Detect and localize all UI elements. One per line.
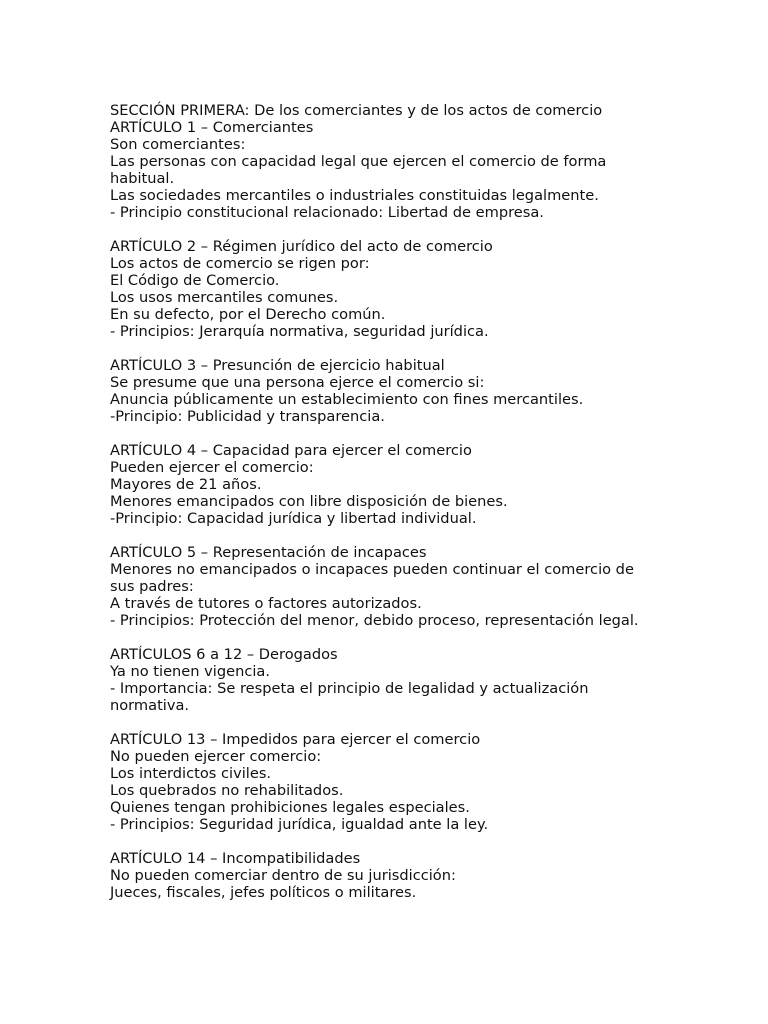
article-title: ARTÍCULO 3 – Presunción de ejercicio habitual: [110, 357, 445, 374]
text-line: A través de tutores o factores autorizados.: [110, 595, 422, 612]
document-page: [110, 102, 655, 901]
text-line: No pueden comerciar dentro de su jurisdicción:: [110, 867, 456, 884]
section-heading: SECCIÓN PRIMERA: De los comerciantes y de los actos de comercio: [110, 102, 603, 119]
text-line: Los quebrados no rehabilitados.: [110, 782, 344, 799]
text-line: Jueces, fiscales, jefes políticos o militares.: [110, 884, 417, 901]
section-article-3: [110, 357, 655, 425]
article-title: ARTÍCULO 14 – Incompatibilidades: [110, 850, 361, 867]
article-title: ARTÍCULO 1 – Comerciantes: [110, 119, 314, 136]
text-line: En su defecto, por el Derecho común.: [110, 306, 386, 323]
section-article-13: [110, 731, 655, 833]
text-line: Menores emancipados con libre disposición de bienes.: [110, 493, 508, 510]
section-articles-6-12: [110, 646, 655, 714]
section-article-14: [110, 850, 655, 901]
text-line: Los interdictos civiles.: [110, 765, 272, 782]
text-line: No pueden ejercer comercio:: [110, 748, 322, 765]
text-line: El Código de Comercio.: [110, 272, 280, 289]
principle-line: - Principios: Protección del menor, debido proceso, representación legal.: [110, 612, 639, 629]
section-article-5: [110, 544, 655, 629]
article-title: ARTÍCULO 13 – Impedidos para ejercer el comercio: [110, 731, 481, 748]
article-title: ARTÍCULO 5 – Representación de incapaces: [110, 544, 427, 561]
text-line: Menores no emancipados o incapaces pueden continuar el comercio de sus padres:: [110, 561, 634, 595]
text-line: Ya no tienen vigencia.: [110, 663, 271, 680]
text-line: Las sociedades mercantiles o industriales constituidas legalmente.: [110, 187, 599, 204]
section-1: [110, 102, 655, 221]
text-line: Anuncia públicamente un establecimiento con fines mercantiles.: [110, 391, 584, 408]
principle-line: -Principio: Capacidad jurídica y libertad individual.: [110, 510, 477, 527]
section-article-2: [110, 238, 655, 340]
article-title: ARTÍCULO 4 – Capacidad para ejercer el comercio: [110, 442, 472, 459]
article-title: ARTÍCULO 2 – Régimen jurídico del acto de comercio: [110, 238, 493, 255]
principle-line: -Principio: Publicidad y transparencia.: [110, 408, 385, 425]
principle-line: - Importancia: Se respeta el principio de legalidad y actualización normativa.: [110, 680, 589, 714]
text-line: Mayores de 21 años.: [110, 476, 262, 493]
text-line: Pueden ejercer el comercio:: [110, 459, 314, 476]
principle-line: - Principio constitucional relacionado: Libertad de empresa.: [110, 204, 544, 221]
section-article-4: [110, 442, 655, 527]
article-title: ARTÍCULOS 6 a 12 – Derogados: [110, 646, 338, 663]
principle-line: - Principios: Jerarquía normativa, seguridad jurídica.: [110, 323, 489, 340]
text-line: Se presume que una persona ejerce el comercio si:: [110, 374, 485, 391]
text-line: Son comerciantes:: [110, 136, 246, 153]
text-line: Quienes tengan prohibiciones legales especiales.: [110, 799, 470, 816]
text-line: Las personas con capacidad legal que ejercen el comercio de forma habitual.: [110, 153, 607, 187]
text-line: Los usos mercantiles comunes.: [110, 289, 339, 306]
text-line: Los actos de comercio se rigen por:: [110, 255, 370, 272]
principle-line: - Principios: Seguridad jurídica, igualdad ante la ley.: [110, 816, 489, 833]
